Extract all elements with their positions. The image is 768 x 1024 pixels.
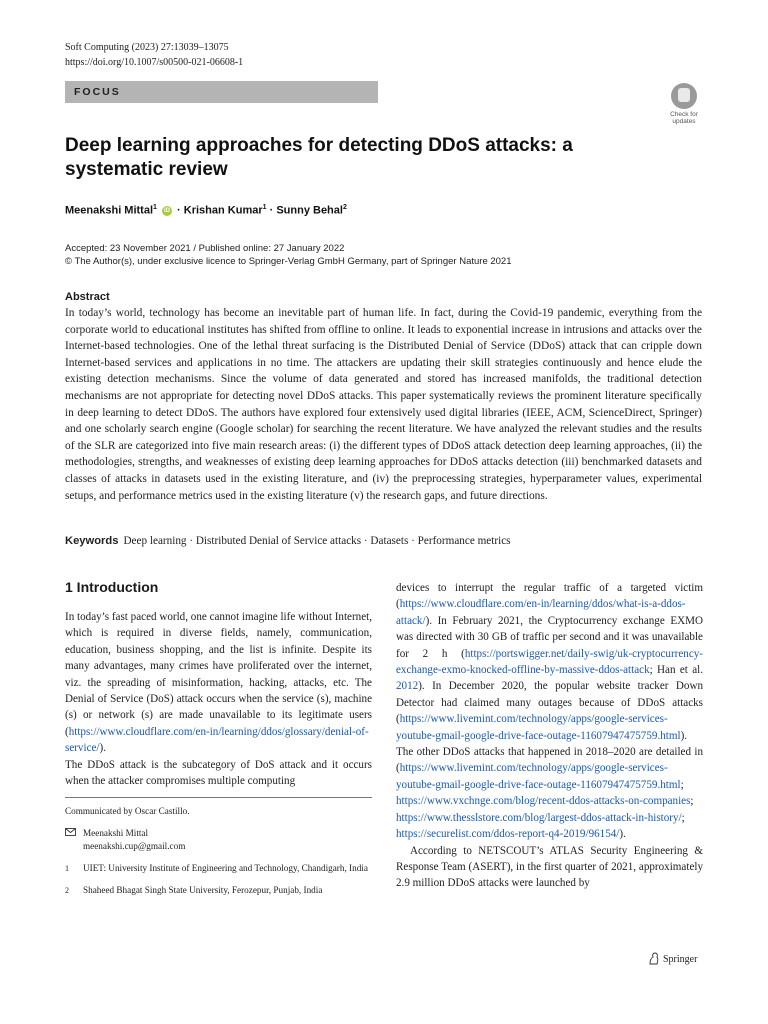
doi-link[interactable]: https://doi.org/10.1007/s00500-021-06608-1 <box>65 57 244 68</box>
journal-header <box>65 40 243 70</box>
section-label-bar: FOCUS <box>65 81 378 103</box>
intro-paragraph: In today’s fast paced world, one cannot imagine life without Internet, which is required in diverse fields, namely, communication, education, business shopping, and the list is infinite. Despite its many advantages, many crimes have proliferated over the internet, viz. the spreading of misinformation, hacking, attacks, etc. The Denial of Service (DoS) attack occurs when the service (s), machine (s) or network (s) are made unavailable to its legitimate users (https://www.cloudflare.com/en-in/learning/ddos/glossary/denial-of-service/). <box>65 611 372 755</box>
envelope-icon <box>65 827 76 840</box>
publisher-logo <box>648 952 697 965</box>
abstract-text: In today’s world, technology has become an inevitable part of human life. In fact, during the Covid-19 pandemic, everything from the corporate world to educational institutes has shifted from offline to online. It leads to exponential increase in intrusions and attacks over the Internet-based technologies. One of the lethal threat surfacing is the Distributed Denial of Service (DDoS) attack that can cripple down Internet-based services and applications in no time. The attackers are updating their skill strategies continuously and hence elude the existing detection mechanisms. Since the volume of data generated and stored has increased manifolds, the traditional detection mechanisms are not appropriate for detecting novel DDoS attacks. This paper systematically reviews the prominent literature specifically in deep learning to detect DDoS. The authors have explored four extensively used digital libraries (IEEE, ACM, ScienceDirect, Springer) and one scholarly search engine (Google scholar) for searching the recent literature. We have analyzed the relevant studies and the results of the SLR are categorized into five main research areas: (i) the different types of DDoS attack detection deep learning approaches, (ii) the methodologies, strengths, and weaknesses of existing deep learning approaches for DDoS attacks detection (iii) benchmarked datasets and classes of attacks in datasets used in the existing literature, and (iv) the preprocessing strategies, hyperparameter values, experimental setups, and performance metrics used in the existing literature (v) the research gaps, and future directions. <box>65 307 702 502</box>
right-column-text <box>396 580 703 892</box>
reference-link[interactable]: https://securelist.com/ddos-report-q4-2019/96154/ <box>396 828 620 841</box>
reference-link[interactable]: https://www.livemint.com/technology/apps/google-services-youtube-gmail-google-drive-face-outage-11607947475759.html <box>396 713 681 742</box>
author-affiliation-mark: 1 <box>153 204 157 211</box>
keywords-label: Keywords <box>65 535 119 547</box>
affiliation-2: 2 Shaheed Bhagat Singh State University, Ferozepur, Punjab, India <box>65 885 323 895</box>
reference-link[interactable]: https://www.cloudflare.com/en-in/learning/ddos/glossary/denial-of-service/ <box>65 725 369 755</box>
communicated-by-note: Communicated by Oscar Castillo. <box>65 806 190 816</box>
intro-paragraph: devices to interrupt the regular traffic of a targeted victim (https://www.cloudflare.com/en-in/learning/ddos/what-is-a-ddos-attack/). In February 2021, the Cryptocurrency exchange EXMO was directed with 30 GB of traffic per second and it was unavailable for 2 h (https://portswigger.net/daily-swig/uk-cryptocurrency-exchange-exmo-knocked-offline-by-massive-ddos-attack; Han et al. 2012). In December 2020, the popular website tracker Down Detector had claimed many outages because of DDoS attacks (https://www.livemint.com/technology/apps/google-services-youtube-gmail-google-drive-face-outage-11607947475759.html). The other DDoS attacks that happened in 2018–2020 are detailed in (https://www.livemint.com/technology/apps/google-services-youtube-gmail-google-drive-face-outage-11607947475759.html; https://www.vxchnge.com/blog/recent-ddos-attacks-on-companies; https://www.thesslstore.com/blog/largest-ddos-attack-in-history/; https://securelist.com/ddos-report-q4-2019/96154/). <box>396 582 703 841</box>
reference-link[interactable]: https://www.livemint.com/technology/apps/google-services-youtube-gmail-google-drive-face-outage-11607947475759.html <box>396 762 681 791</box>
left-column-text <box>65 609 372 789</box>
check-for-updates-badge[interactable] <box>664 83 704 125</box>
paper-title: Deep learning approaches for detecting DDoS attacks: a systematic review <box>65 135 573 180</box>
orcid-icon[interactable]: iD <box>164 207 170 214</box>
springer-horse-icon <box>648 952 660 965</box>
citation-link[interactable]: 2012 <box>396 680 419 693</box>
check-updates-icon <box>671 83 697 109</box>
author-name[interactable]: Krishan Kumar <box>183 204 263 217</box>
journal-citation: Soft Computing (2023) 27:13039–13075 <box>65 42 229 53</box>
keywords-line <box>65 535 705 547</box>
reference-link[interactable]: https://www.thesslstore.com/blog/largest-ddos-attack-in-history/ <box>396 811 682 824</box>
section-heading-introduction: 1 Introduction <box>65 579 159 595</box>
intro-paragraph: According to NETSCOUT’s ATLAS Security Engineering & Response Team (ASERT), in the first quarter of 2021, approximately 2.9 million DDoS attacks were launched by <box>396 844 703 890</box>
footnote-divider <box>65 797 372 798</box>
copyright-line: © The Author(s), under exclusive licence to Springer-Verlag GmbH Germany, part of Springer Nature 2021 <box>65 256 512 267</box>
accepted-published-dates: Accepted: 23 November 2021 / Published online: 27 January 2022 <box>65 243 345 254</box>
reference-link[interactable]: https://portswigger.net/daily-swig/uk-cryptocurrency-exchange-exmo-knocked-offline-by-massive-ddos-attack <box>396 647 703 677</box>
corresponding-author <box>65 827 372 853</box>
reference-link[interactable]: https://www.cloudflare.com/en-in/learning/ddos/what-is-a-ddos-attack/ <box>396 598 686 627</box>
publisher-name: Springer <box>663 954 698 965</box>
author-affiliation-mark: 1 <box>262 204 267 211</box>
keywords-text: Deep learning · Distributed Denial of Service attacks · Datasets · Performance metrics <box>123 535 511 547</box>
author-name[interactable]: Sunny Behal <box>276 204 343 217</box>
author-name[interactable]: Meenakshi Mittal <box>65 204 154 217</box>
reference-link[interactable]: https://www.vxchnge.com/blog/recent-ddos-attacks-on-companies <box>396 795 691 808</box>
corresponding-author-email[interactable]: meenakshi.cup@gmail.com <box>83 841 186 851</box>
check-updates-label: Check for updates <box>670 111 698 125</box>
author-affiliation-mark: 2 <box>342 204 347 211</box>
intro-paragraph: The DDoS attack is the subcategory of DoS attack and it occurs when the attacker compromises multiple computing <box>65 758 372 788</box>
affiliation-1: 1 UIET: University Institute of Engineering and Technology, Chandigarh, India <box>65 863 368 873</box>
publication-dates <box>65 242 512 268</box>
footnotes <box>65 805 372 906</box>
corresponding-author-name: Meenakshi Mittal <box>83 828 149 838</box>
abstract-heading: Abstract <box>65 291 110 303</box>
author-list: Meenakshi Mittal$^1$ iD · Krishan Kumar$^1$ · Sunny Behal$^2$ <box>65 204 347 217</box>
